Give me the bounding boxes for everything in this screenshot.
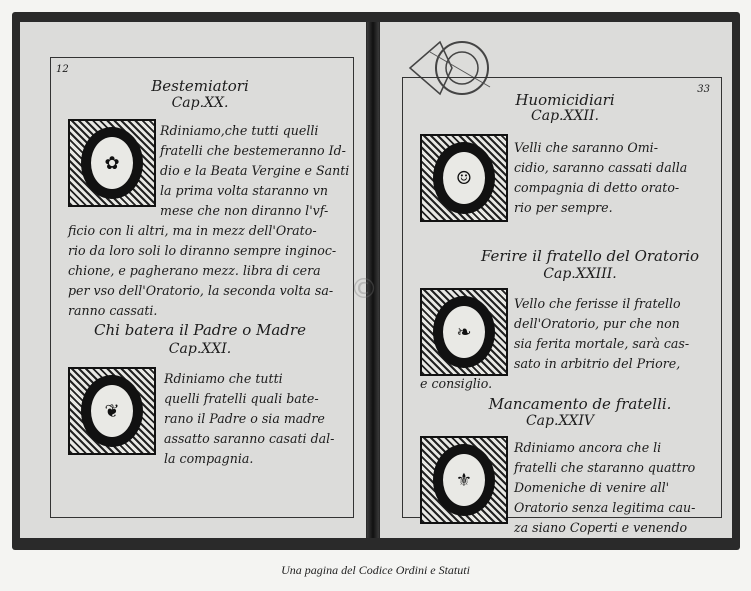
section-text [420,294,720,394]
left-page [20,22,366,538]
text-line: chione, e pagherano mezz. libra di cera [68,263,321,278]
section-text [68,121,358,321]
portrait-ornament-icon: ☺ [443,152,485,204]
page-number: 33 [697,84,710,95]
section-text [68,369,358,469]
text-line: Rdiniamo,che tutti quelli [160,123,319,138]
text-line: Oratorio senza legitima cau- [514,500,696,515]
text-line: sia ferita mortale, sarà cas- [514,336,690,351]
text-line: la compagnia. [164,451,254,466]
chapter-label: Cap.XXI. [168,341,232,357]
section-heading: Bestemiatori [151,77,249,95]
section-heading: Ferire il fratello del Oratorio [480,247,700,265]
text-line: la prima volta staranno vn [160,183,328,198]
lily-ornament-icon: ⚜ [443,454,485,506]
section-heading: Huomicidiari [515,91,615,109]
text-line: cidio, saranno cassati dalla [514,160,688,175]
text-line: Vello che ferisse il fratello [514,296,681,311]
text-line: rano il Padre o sia madre [164,411,325,426]
text-line: fratelli che bestemeranno Id- [160,143,346,158]
text-line: ranno cassati. [68,303,158,318]
image-caption: Una pagina del Codice Ordini e Statuti [281,563,470,577]
text-line: Velli che saranno Omi- [514,140,658,155]
text-line: rio per sempre. [514,200,613,215]
text-line: fratelli che staranno quattro [514,460,696,475]
section-text [420,438,720,538]
text-line: compagnia di detto orato- [514,180,680,195]
text-line: ficio con li altri, ma in mezz dell'Orato- [68,223,317,238]
text-line: quelli fratelli quali bate- [164,391,319,406]
chapter-label: Cap.XX. [171,95,229,111]
text-line: dell'Oratorio, pur che non [514,316,680,331]
text-line: rio da loro soli lo diranno sempre inginoc- [68,243,337,258]
text-line: per vso dell'Oratorio, la seconda volta sa- [68,283,334,298]
text-line: mese che non diranno l'vf- [160,203,329,218]
section-text [420,138,720,218]
text-line: e consiglio. [420,376,493,391]
section-heading: Mancamento de fratelli. [488,395,672,413]
chapter-label: Cap.XXIII. [543,266,617,282]
section-heading: Chi batera il Padre o Madre [94,321,306,339]
right-page [380,22,732,538]
chapter-label: Cap.XXIV [525,413,595,429]
flower-ornament-icon: ✿ [91,137,133,189]
bird-ornament-icon: ❧ [443,306,485,358]
text-line: dio e la Beata Vergine e Santi [160,163,350,178]
text-line: Rdiniamo che tutti [164,371,283,386]
page-number: 12 [56,64,69,75]
chapter-label: Cap.XXII. [531,108,599,124]
text-line: Rdiniamo ancora che li [514,440,662,455]
text-line: za siano Coperti e venendo [514,520,688,535]
text-line: Domeniche di venire all' [514,480,670,495]
tree-ornament-icon: ❦ [91,385,133,437]
copyright-watermark: © [350,272,378,305]
text-line: sato in arbitrio del Priore, [514,356,681,371]
text-line: assatto saranno casati dal- [164,431,335,446]
